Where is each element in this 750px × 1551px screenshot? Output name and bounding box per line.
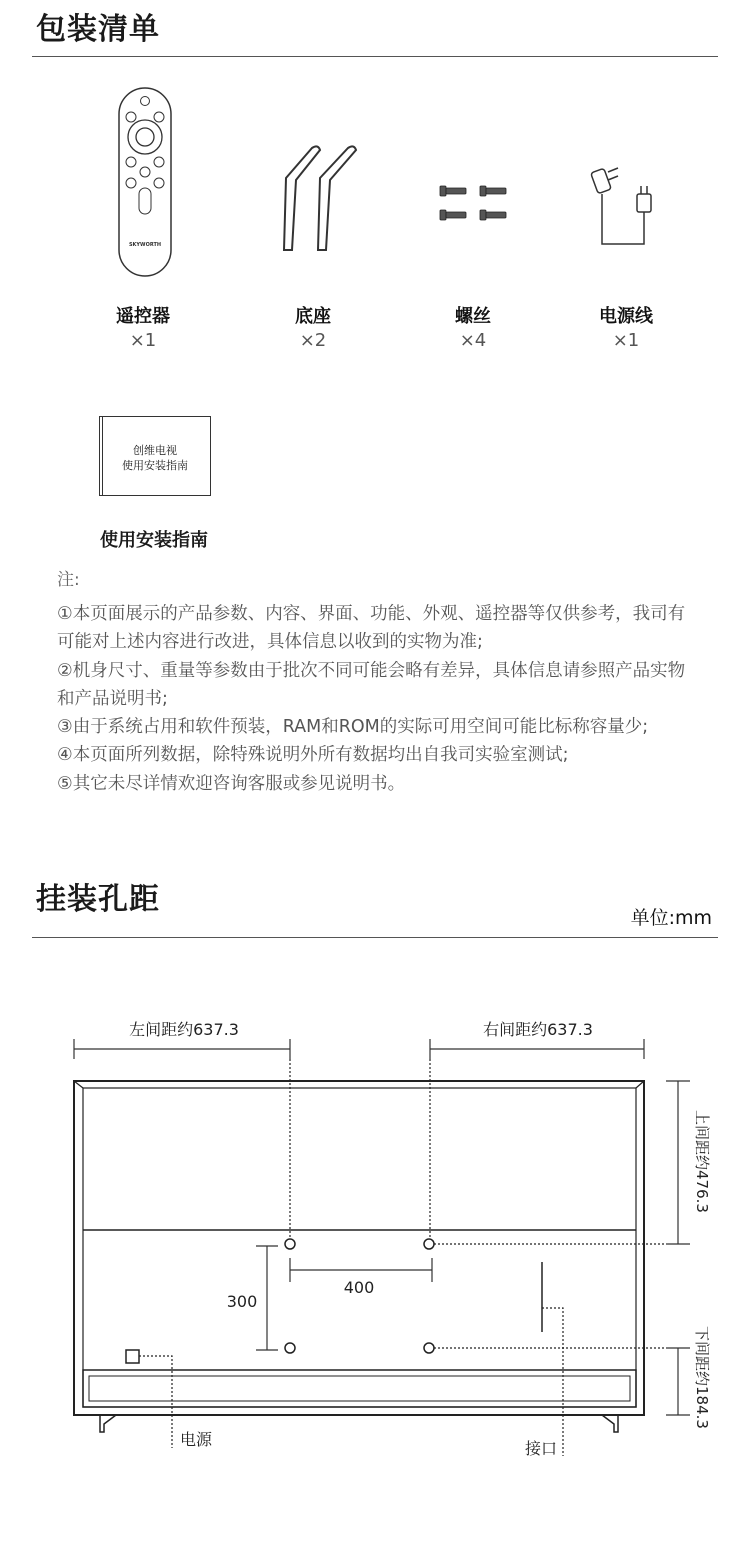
- tv-back-diagram: [0, 940, 750, 1480]
- remote-brand-text: SKYWORTH: [128, 242, 162, 248]
- notes-label: 注:: [57, 570, 80, 590]
- note-line: ④本页面所列数据，除特殊说明外所有数据均出自我司实验室测试;: [57, 745, 569, 766]
- power-label: 电源: [180, 1430, 213, 1449]
- item-qty: ×1: [612, 330, 640, 351]
- item-qty: ×1: [129, 330, 157, 351]
- item-name: 底座: [295, 306, 331, 327]
- item-remote: [68, 302, 218, 351]
- notes-list: [57, 600, 697, 798]
- mount-hole: [424, 1239, 434, 1249]
- hole-horizontal-spacing-label: 400: [343, 1278, 375, 1297]
- bottom-distance-label: 下间距约184.3: [693, 1326, 711, 1429]
- power-cord-icon: [588, 160, 658, 254]
- item-qty: ×2: [299, 330, 327, 351]
- item-qty: ×4: [459, 330, 487, 351]
- power-port-icon: [126, 1350, 139, 1363]
- port-label: 接口: [525, 1439, 558, 1458]
- item-screws: [398, 302, 548, 351]
- guide-item-name: 使用安装指南: [100, 530, 208, 551]
- mounting-title: 挂装孔距: [36, 882, 160, 917]
- packing-title-divider: [32, 56, 718, 57]
- left-distance-label: 左间距约637.3: [129, 1020, 239, 1039]
- guide-cover-line1: 创维电视: [133, 444, 177, 457]
- item-name: 螺丝: [455, 306, 491, 327]
- note-line: ①本页面展示的产品参数、内容、界面、功能、外观、遥控器等仅供参考，我司有 可能对上述内容进行改进，具体信息以收到的实物为准;: [57, 604, 686, 653]
- item-stand: [238, 302, 388, 351]
- guide-cover-line2: 使用安装指南: [122, 459, 188, 472]
- guide-booklet-icon: [99, 416, 211, 496]
- remote-icon: [112, 86, 178, 284]
- packing-list-title: 包装清单: [36, 12, 160, 47]
- item-name: 电源线: [599, 306, 653, 327]
- note-line: ⑤其它未尽详情欢迎咨询客服或参见说明书。: [57, 773, 406, 794]
- stand-legs-icon: [274, 140, 358, 264]
- right-distance-label: 右间距约637.3: [483, 1020, 593, 1039]
- mounting-title-divider: [32, 937, 718, 938]
- hole-vertical-spacing-label: 300: [226, 1292, 258, 1311]
- note-line: ③由于系统占用和软件预装，RAM和ROM的实际可用空间可能比标称容量少;: [57, 717, 649, 738]
- top-distance-label: 上间距约476.3: [693, 1110, 711, 1213]
- item-power-cord: [551, 302, 701, 351]
- screws-icon: [436, 180, 510, 230]
- unit-label: 单位:mm: [630, 907, 712, 929]
- mount-hole: [285, 1239, 295, 1249]
- item-name: 遥控器: [116, 306, 170, 327]
- mount-hole: [285, 1343, 295, 1353]
- mount-hole: [424, 1343, 434, 1353]
- note-line: ②机身尺寸、重量等参数由于批次不同可能会略有差异，具体信息请参照产品实物和产品说明书;: [57, 660, 686, 709]
